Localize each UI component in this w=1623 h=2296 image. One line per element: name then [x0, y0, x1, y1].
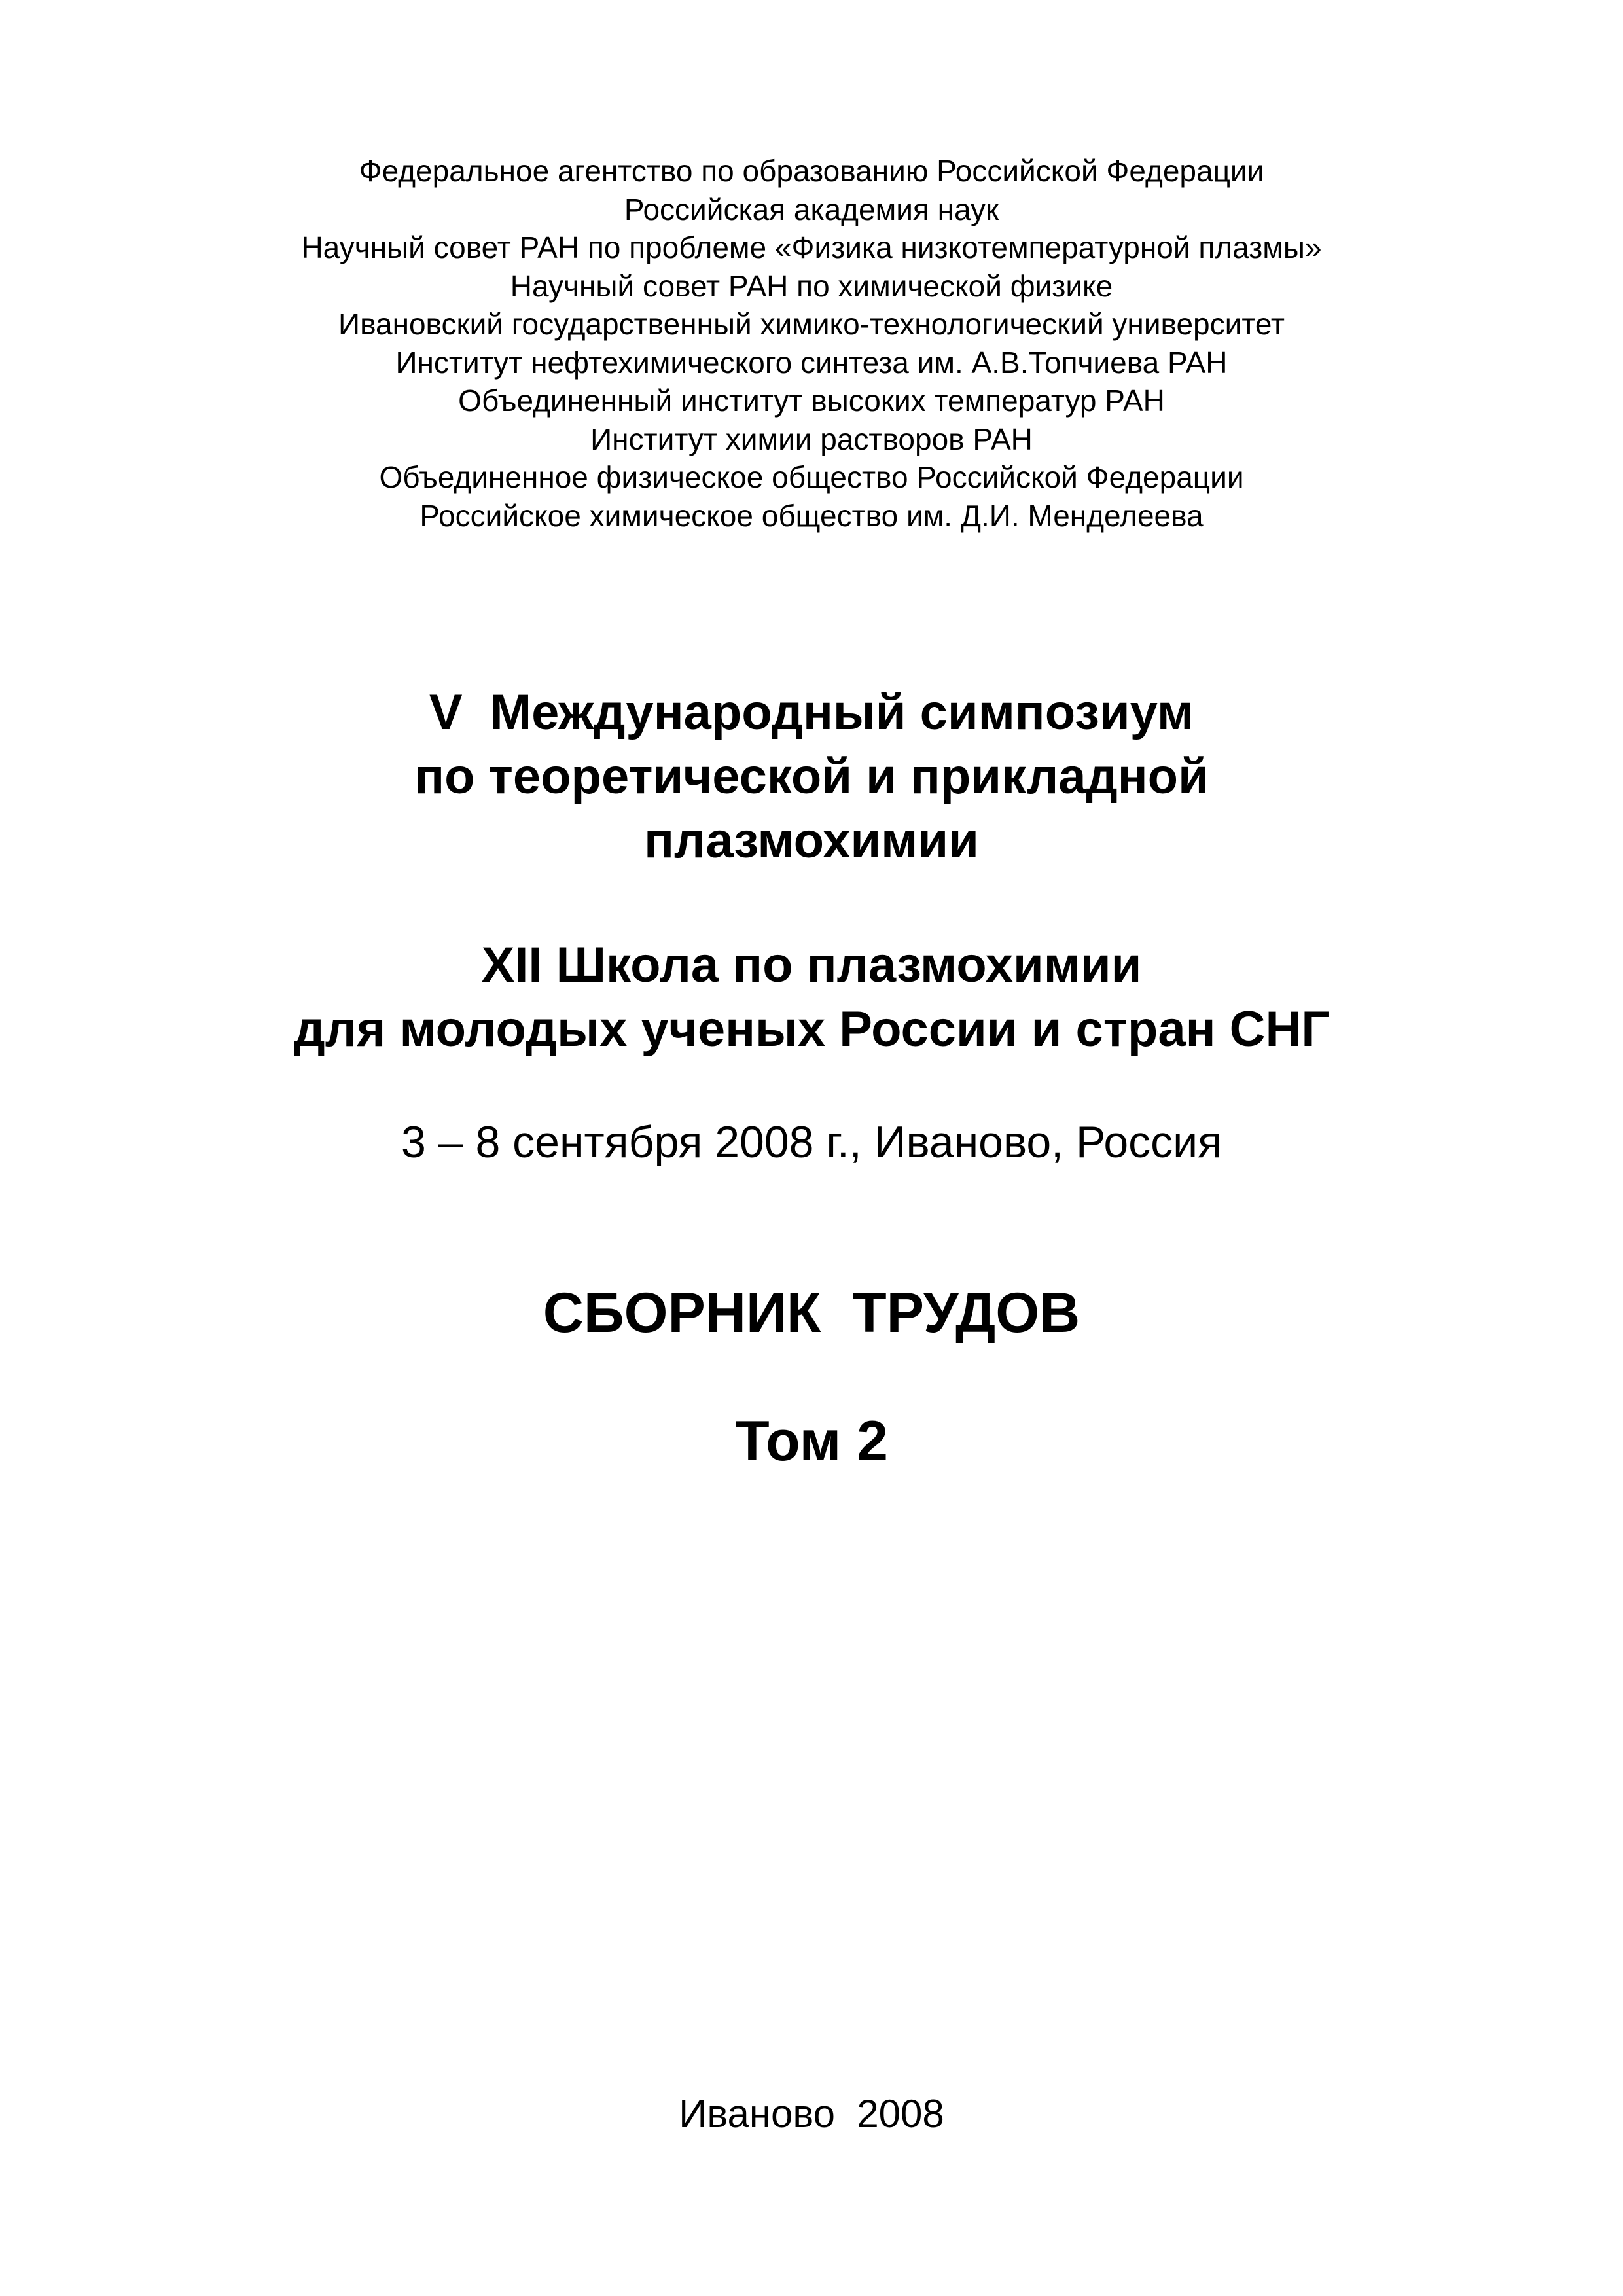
symposium-title-line: плазмохимии — [644, 813, 979, 869]
organizations-list — [0, 152, 1623, 535]
organization-line: Федеральное агентство по образованию Российской Федерации — [359, 154, 1264, 188]
organization-line: Институт нефтехимического синтеза им. А.В.Топчиева РАН — [395, 345, 1228, 380]
organization-line: Научный совет РАН по химической физике — [510, 268, 1113, 303]
organization-line: Российская академия наук — [624, 192, 999, 226]
symposium-title-line: по теоретической и прикладной — [414, 749, 1209, 804]
symposium-title — [0, 681, 1623, 873]
volume-number: Том 2 — [735, 1410, 888, 1473]
collection-title: СБОРНИК ТРУДОВ — [543, 1282, 1080, 1344]
organization-line: Ивановский государственный химико-технологический университет — [338, 307, 1285, 341]
imprint-place-year: Иваново 2008 — [679, 2092, 944, 2136]
symposium-title-line: V Международный симпозиум — [429, 685, 1194, 740]
school-title — [0, 933, 1623, 1062]
organization-line: Российское химическое общество им. Д.И. Менделеева — [419, 498, 1204, 533]
organization-line: Научный совет РАН по проблеме «Физика низкотемпературной плазмы» — [301, 230, 1322, 264]
school-title-line: XII Школа по плазмохимии — [481, 937, 1142, 993]
school-title-line: для молодых ученых России и стран СНГ — [293, 1001, 1330, 1057]
organization-line: Объединенный институт высоких температур РАН — [458, 384, 1165, 418]
organization-line: Институт химии растворов РАН — [590, 422, 1033, 456]
organization-line: Объединенное физическое общество Российской Федерации — [379, 460, 1244, 494]
dates-and-place: 3 – 8 сентября 2008 г., Иваново, Россия — [401, 1117, 1222, 1167]
